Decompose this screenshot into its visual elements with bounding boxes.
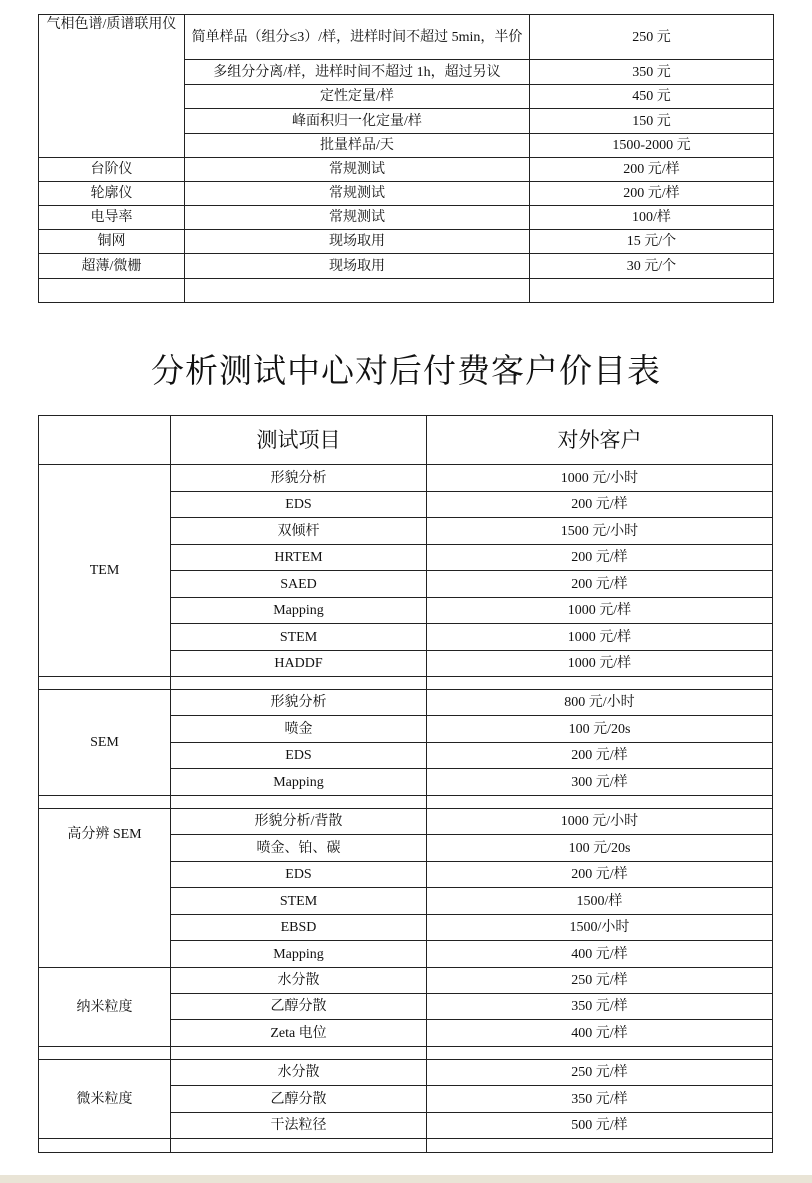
test-item: STEM: [171, 624, 427, 651]
price-cell: 1500/小时: [427, 915, 773, 941]
table-row: [39, 230, 774, 254]
test-item: 喷金、铂、碳: [171, 835, 427, 862]
header-test-item: 测试项目: [171, 416, 427, 465]
test-item: HRTEM: [171, 545, 427, 571]
test-item: Zeta 电位: [171, 1020, 427, 1047]
test-item: 水分散: [171, 968, 427, 994]
price-cell: 450 元: [530, 85, 774, 109]
price-cell: 300 元/样: [427, 769, 773, 796]
test-item: 形貌分析: [171, 465, 427, 492]
price-cell: 200 元/样: [427, 571, 773, 598]
category-label: TEM: [39, 465, 171, 677]
test-item: Mapping: [171, 769, 427, 796]
price-cell: 1500/样: [427, 888, 773, 915]
test-item: 常规测试: [185, 182, 530, 206]
test-item: 乙醇分散: [171, 1086, 427, 1113]
test-item: 乙醇分散: [171, 994, 427, 1020]
test-item: 简单样品（组分≤3）/样，进样时间不超过 5min，半价: [185, 15, 530, 60]
price-cell: 350 元/样: [427, 1086, 773, 1113]
spacer-row: [39, 1047, 773, 1060]
test-item: HADDF: [171, 651, 427, 677]
category-label: 纳米粒度: [39, 968, 171, 1047]
test-item: EDS: [171, 862, 427, 888]
price-cell: 200 元/样: [427, 743, 773, 769]
postpaid-price-table: [38, 415, 773, 1153]
test-item: 喷金: [171, 716, 427, 743]
table-row: [39, 206, 774, 230]
price-cell: 250 元/样: [427, 968, 773, 994]
table-row: [39, 15, 774, 60]
price-cell: 1000 元/样: [427, 651, 773, 677]
price-cell: 800 元/小时: [427, 690, 773, 716]
price-cell: 350 元/样: [427, 994, 773, 1020]
price-cell: 200 元/样: [427, 492, 773, 518]
category-label: 高分辨 SEM: [39, 809, 171, 968]
page-bottom-bar: [0, 1175, 812, 1183]
top-price-table: [38, 14, 774, 303]
instrument-name: 轮廓仪: [39, 182, 185, 206]
price-cell: 250 元/样: [427, 1060, 773, 1086]
spacer-row: [39, 677, 773, 690]
price-cell: 100 元/20s: [427, 716, 773, 743]
test-item: Mapping: [171, 941, 427, 968]
test-item: 多组分分离/样，进样时间不超过 1h，超过另议: [185, 60, 530, 85]
table-row: [39, 690, 773, 716]
test-item: 现场取用: [185, 254, 530, 279]
test-item: 形貌分析: [171, 690, 427, 716]
price-cell: 1500 元/小时: [427, 518, 773, 545]
price-cell: 200 元/样: [427, 545, 773, 571]
test-item: SAED: [171, 571, 427, 598]
test-item: 定性定量/样: [185, 85, 530, 109]
price-cell: 1500-2000 元: [530, 134, 774, 158]
page-title: 分析测试中心对后付费客户价目表: [151, 351, 661, 390]
category-label: SEM: [39, 690, 171, 796]
test-item: 峰面积归一化定量/样: [185, 109, 530, 134]
instrument-name: 电导率: [39, 206, 185, 230]
test-item: 干法粒径: [171, 1113, 427, 1139]
header-row: [39, 416, 773, 465]
test-item: 水分散: [171, 1060, 427, 1086]
table-row: [39, 1060, 773, 1086]
price-cell: 1000 元/样: [427, 624, 773, 651]
price-cell: 400 元/样: [427, 941, 773, 968]
price-cell: 1000 元/小时: [427, 465, 773, 492]
table-row: [39, 968, 773, 994]
table-row: [39, 254, 774, 279]
test-item: 双倾杆: [171, 518, 427, 545]
spacer-row: [39, 796, 773, 809]
price-cell: 200 元/样: [530, 158, 774, 182]
header-external-client: 对外客户: [427, 416, 773, 465]
category-label: 微米粒度: [39, 1060, 171, 1139]
table-row: [39, 182, 774, 206]
test-item: 常规测试: [185, 158, 530, 182]
spacer-row: [39, 1139, 773, 1153]
instrument-name: 超薄/微栅: [39, 254, 185, 279]
price-cell: 500 元/样: [427, 1113, 773, 1139]
test-item: 批量样品/天: [185, 134, 530, 158]
table-row: [39, 465, 773, 492]
price-cell: 100/样: [530, 206, 774, 230]
price-cell: 350 元: [530, 60, 774, 85]
test-item: 常规测试: [185, 206, 530, 230]
test-item: 现场取用: [185, 230, 530, 254]
price-cell: 1000 元/样: [427, 598, 773, 624]
empty-row: [39, 279, 774, 303]
price-cell: 150 元: [530, 109, 774, 134]
price-cell: 100 元/20s: [427, 835, 773, 862]
test-item: EDS: [171, 492, 427, 518]
table-row: [39, 809, 773, 835]
instrument-name: 台阶仪: [39, 158, 185, 182]
test-item: EBSD: [171, 915, 427, 941]
instrument-name: 气相色谱/质谱联用仪: [39, 15, 185, 158]
price-cell: 1000 元/小时: [427, 809, 773, 835]
price-cell: 250 元: [530, 15, 774, 60]
instrument-name: 铜网: [39, 230, 185, 254]
price-cell: 30 元/个: [530, 254, 774, 279]
test-item: Mapping: [171, 598, 427, 624]
price-cell: 200 元/样: [530, 182, 774, 206]
price-cell: 200 元/样: [427, 862, 773, 888]
test-item: STEM: [171, 888, 427, 915]
test-item: EDS: [171, 743, 427, 769]
table-row: [39, 158, 774, 182]
header-category: [39, 416, 171, 465]
test-item: 形貌分析/背散: [171, 809, 427, 835]
price-cell: 400 元/样: [427, 1020, 773, 1047]
price-cell: 15 元/个: [530, 230, 774, 254]
